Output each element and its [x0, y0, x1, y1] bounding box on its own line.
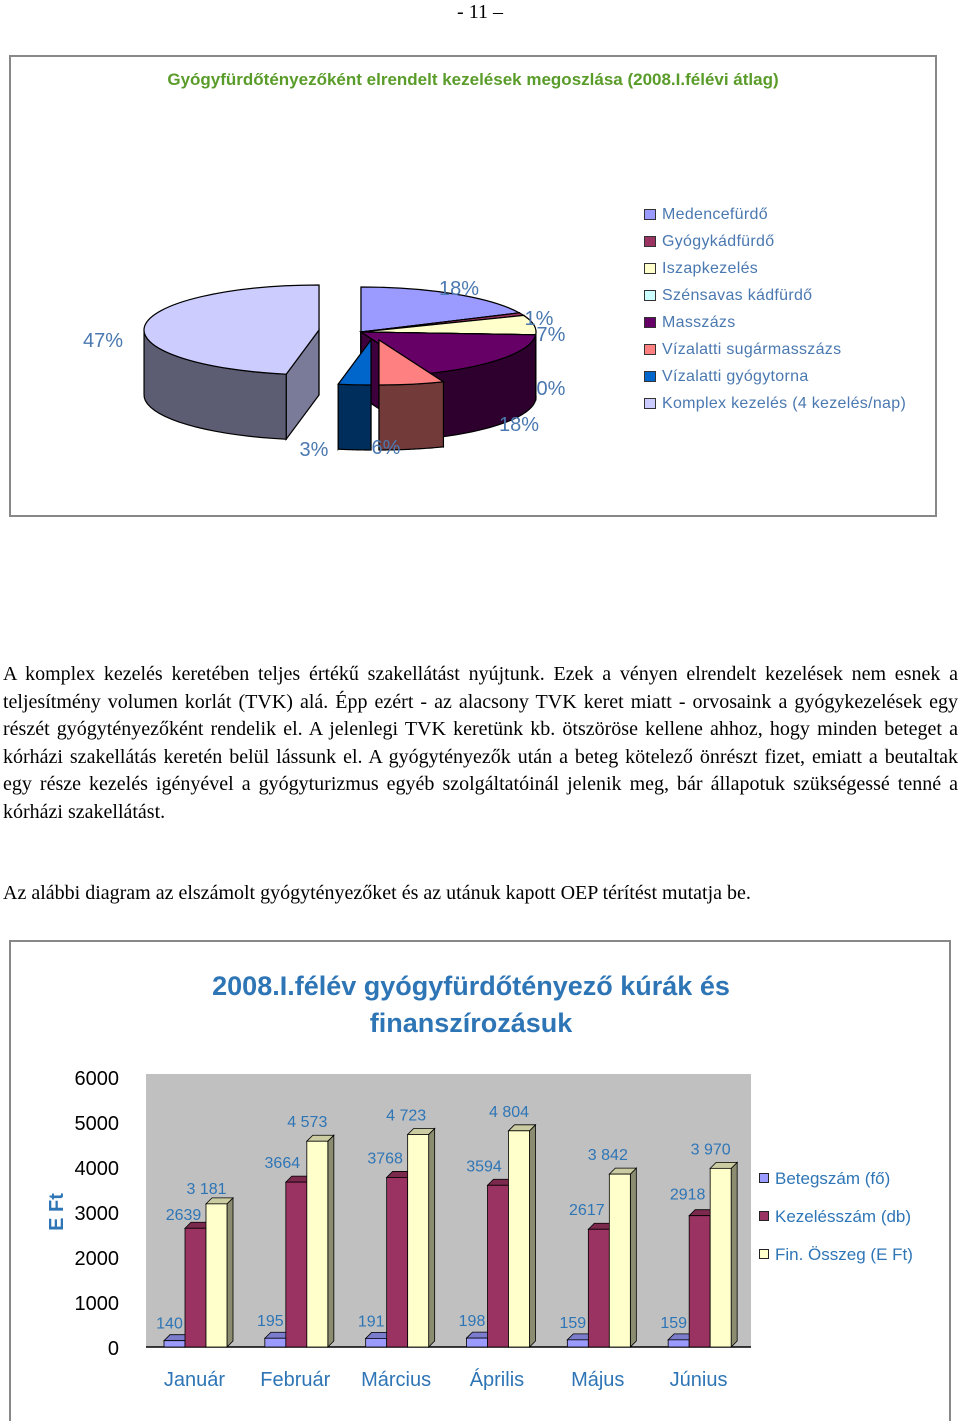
data-label-2-0: 191 [357, 1313, 385, 1331]
pie-slice-7 [144, 285, 319, 439]
pie-chart-title: Gyógyfürdőtényezőként elrendelt kezelések megoszlása (2008.I.félévi átlag) [167, 70, 779, 89]
legend-swatch [759, 1173, 769, 1183]
data-label-0-2: 3 181 [186, 1180, 227, 1198]
data-label-3-2: 4 804 [488, 1103, 530, 1121]
pie-chart-frame [9, 55, 937, 517]
legend-swatch [644, 371, 656, 382]
data-label-1-2: 4 573 [287, 1114, 328, 1132]
x-tick-label: Március [361, 1369, 432, 1391]
data-label-5-0: 159 [660, 1314, 688, 1332]
pie-label-5: 6% [371, 437, 401, 459]
legend-swatch [644, 290, 656, 301]
data-label-4-1: 2617 [569, 1202, 605, 1220]
legend-label: Iszapkezelés [662, 260, 759, 277]
legend-swatch [644, 398, 656, 409]
legend-label: Vízalatti sugármasszázs [662, 341, 842, 358]
data-label-1-0: 195 [256, 1313, 284, 1331]
bar-2-2 [408, 1128, 435, 1347]
legend-swatch [644, 263, 656, 274]
bar-1-2 [307, 1135, 334, 1347]
bar-3-2 [509, 1125, 536, 1347]
data-label-0-1: 2639 [165, 1207, 202, 1225]
legend-swatch [644, 344, 656, 355]
bar-5-2 [710, 1162, 737, 1347]
pie-label-2: 7% [536, 324, 566, 346]
pie-label-7: 47% [82, 330, 124, 352]
legend-swatch [644, 209, 656, 220]
page-number: - 11 – [457, 1, 503, 23]
legend-swatch [644, 236, 656, 247]
data-label-4-2: 3 842 [587, 1147, 628, 1165]
data-label-0-0: 140 [156, 1315, 183, 1333]
data-label-5-1: 2918 [669, 1186, 706, 1204]
x-tick-label: Április [469, 1369, 525, 1391]
paragraph-2: Az alábbi diagram az elszámolt gyógytényezőket és az utánuk kapott OEP térítést mutatja be. [3, 882, 751, 904]
legend-label: Medencefürdő [662, 206, 768, 223]
bar-0-2 [206, 1198, 233, 1347]
bar-chart-frame [9, 940, 951, 1421]
legend-swatch [759, 1211, 769, 1221]
x-tick-label: Május [571, 1369, 625, 1391]
data-label-1-1: 3664 [264, 1155, 301, 1173]
y-tick-label: 5000 [74, 1113, 119, 1135]
legend-label: Fin. Összeg (E Ft) [775, 1245, 913, 1264]
legend-label: Kezelésszám (db) [775, 1207, 912, 1226]
x-tick-label: Január [163, 1369, 225, 1391]
data-label-2-2: 4 723 [386, 1107, 427, 1125]
pie-label-1: 1% [524, 308, 554, 330]
y-tick-label: 2000 [74, 1248, 119, 1270]
legend-swatch [644, 317, 656, 328]
y-axis-label: E Ft [46, 1193, 68, 1231]
pie-label-3: 0% [536, 378, 566, 400]
data-label-4-0: 159 [559, 1314, 587, 1332]
pie-label-0: 18% [438, 278, 480, 300]
x-tick-label: Június [669, 1369, 728, 1391]
legend-label: Gyógykádfürdő [662, 233, 775, 250]
bar-4-2 [609, 1168, 636, 1347]
bar-chart-title: 2008.I.félév gyógyfürdőtényező kúrák és finanszírozásuk [212, 971, 730, 1038]
y-tick-label: 6000 [74, 1068, 119, 1090]
data-label-3-0: 198 [458, 1313, 486, 1331]
legend-label: Masszázs [662, 314, 736, 331]
x-tick-label: Február [260, 1369, 331, 1391]
plot-area [146, 1074, 751, 1347]
pie-chart [11, 157, 631, 557]
legend-label: Betegszám (fő) [775, 1169, 891, 1188]
pie-label-4: 18% [498, 414, 540, 436]
data-label-2-1: 3768 [367, 1150, 403, 1168]
pie-slice-6 [338, 340, 371, 450]
legend-swatch [759, 1249, 769, 1259]
legend-label: Szénsavas kádfürdő [662, 287, 813, 304]
y-tick-label: 3000 [74, 1203, 119, 1225]
data-label-3-1: 3594 [466, 1158, 502, 1176]
y-tick-label: 1000 [74, 1293, 119, 1315]
legend-label: Vízalatti gyógytorna [662, 368, 809, 385]
y-tick-label: 0 [107, 1338, 119, 1360]
paragraph-1: A komplex kezelés keretében teljes értékű szakellátást nyújtunk. Ezek a vényen elrendelt kezelések nem esnek a teljesítmény volumen korlát (TVK) alá. Épp ezért - az alacsony TVK keret miatt - orvosaink a gyógykezelések egy részét gyógytényezőként rendelik el. A jelenlegi TVK keretünk kb. ötszöröse kellene ahhoz, hogy minden beteget a kórházi szakellátás keretén belül lássunk el. A gyógytényezők után a beteg kötelező önrészt fizet, emiatt a beutaltak egy része kezelés igényével a gyógyturizmus egyéb szolgáltatóinál jelenik meg, bár állapotuk szükségessé tenné a kórházi szakellátást. [3, 663, 958, 823]
data-label-5-2: 3 970 [690, 1141, 731, 1159]
legend-label: Komplex kezelés (4 kezelés/nap) [662, 395, 907, 412]
y-tick-label: 4000 [74, 1158, 119, 1180]
pie-label-6: 3% [299, 439, 329, 461]
